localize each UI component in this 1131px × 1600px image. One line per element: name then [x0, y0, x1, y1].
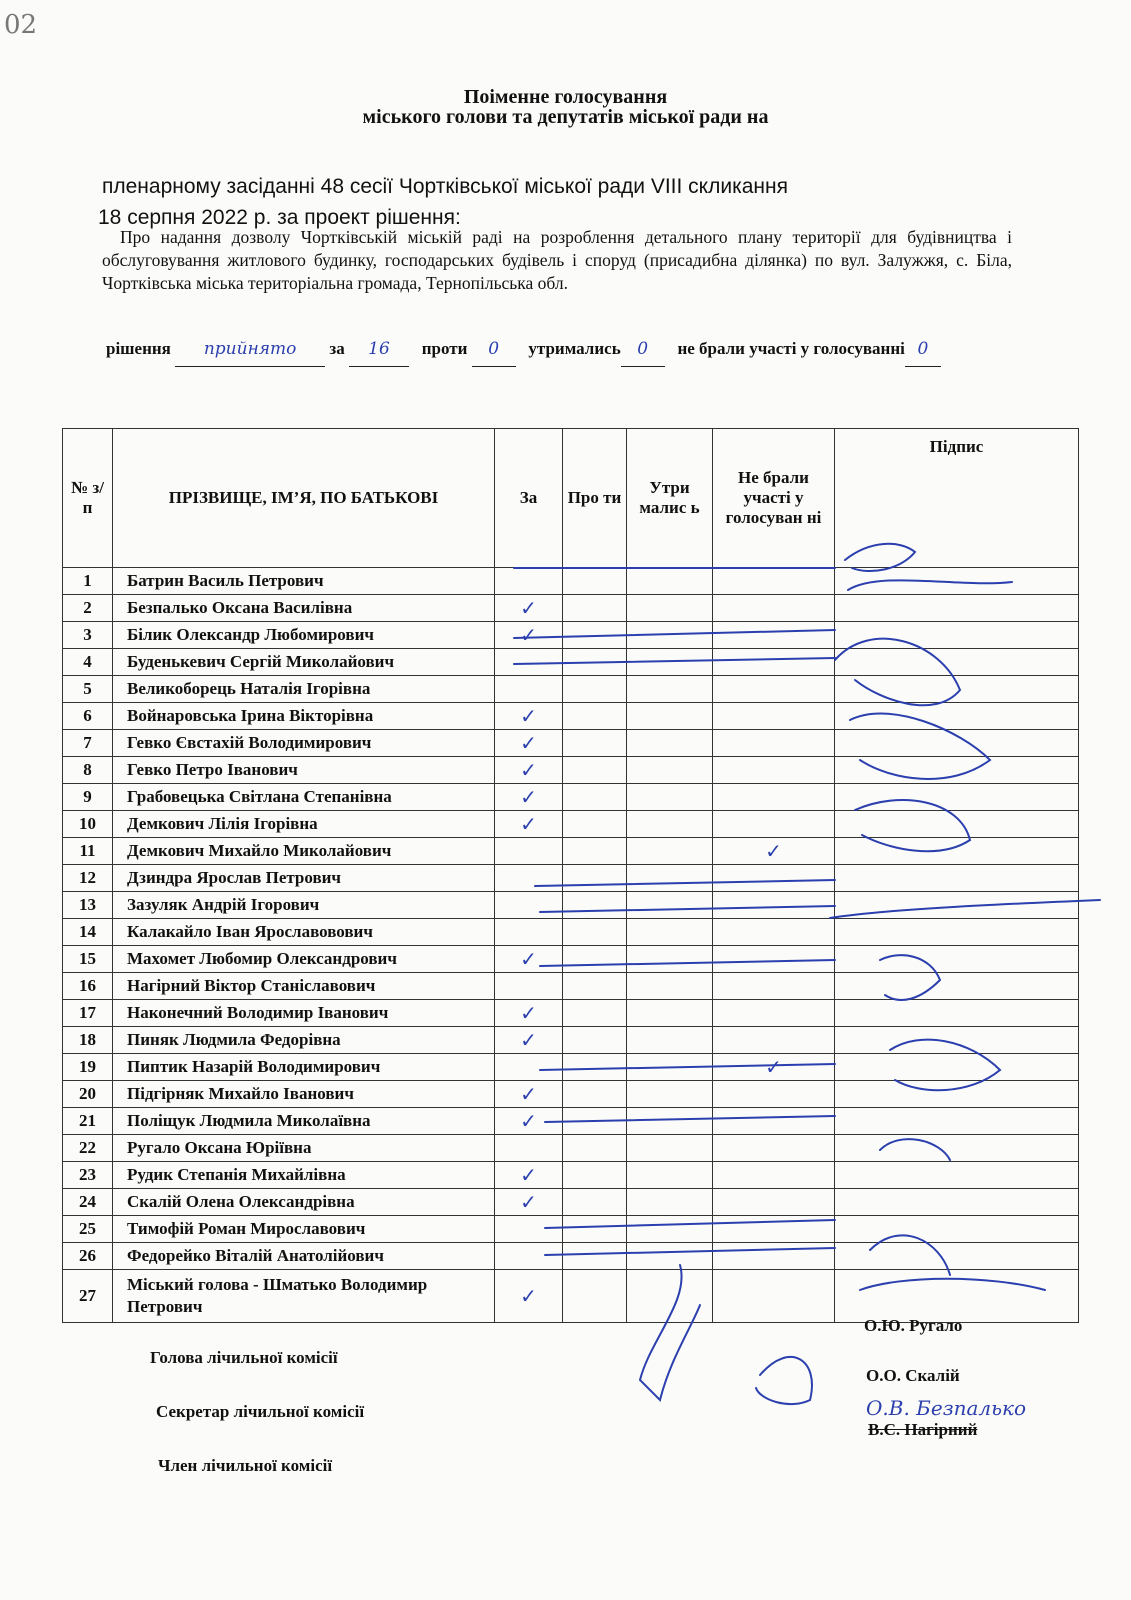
vote-abstain-cell [627, 568, 713, 595]
for-value: 16 [349, 332, 409, 367]
signature-cell [835, 1108, 1079, 1135]
document-title: Поіменне голосування [463, 86, 668, 108]
signature-cell [835, 865, 1079, 892]
deputy-name: Батрин Василь Петрович [113, 568, 495, 595]
deputy-name: Білик Олександр Любомирович [113, 622, 495, 649]
row-number: 27 [63, 1270, 113, 1323]
vote-abstain-cell [627, 946, 713, 973]
vote-abstain-cell [627, 1243, 713, 1270]
table-row [63, 1243, 1079, 1270]
vote-abstain-cell [627, 892, 713, 919]
vote-for-cell [495, 973, 563, 1000]
vote-against-cell [563, 568, 627, 595]
vote-abstain-cell [627, 1027, 713, 1054]
signature-cell [835, 919, 1079, 946]
vote-for-cell: ✓ [495, 946, 563, 973]
abstain-value: 0 [621, 332, 665, 367]
row-number: 26 [63, 1243, 113, 1270]
vote-not-voted-cell [713, 1027, 835, 1054]
vote-not-voted-cell [713, 973, 835, 1000]
deputy-name: Міський голова - Шматько Володимир Петрович [113, 1270, 495, 1323]
table-row [63, 1216, 1079, 1243]
table-row [63, 1189, 1079, 1216]
deputy-name: Зазуляк Андрій Ігорович [113, 892, 495, 919]
header-against: Про ти [563, 429, 627, 568]
vote-for-cell [495, 919, 563, 946]
vote-for-cell: ✓ [495, 1189, 563, 1216]
vote-against-cell [563, 730, 627, 757]
vote-against-cell [563, 838, 627, 865]
vote-result [106, 332, 1016, 367]
vote-abstain-cell [627, 730, 713, 757]
deputy-name: Наконечний Володимир Іванович [113, 1000, 495, 1027]
for-label: за [329, 339, 345, 358]
vote-not-voted-cell [713, 892, 835, 919]
vote-not-voted-cell [713, 1000, 835, 1027]
vote-abstain-cell [627, 757, 713, 784]
signature-cell [835, 811, 1079, 838]
vote-against-cell [563, 595, 627, 622]
member-name: В.С. Нагірний [868, 1420, 978, 1439]
signature-cell [835, 730, 1079, 757]
vote-not-voted-cell [713, 811, 835, 838]
table-row [63, 1054, 1079, 1081]
vote-not-voted-cell [713, 622, 835, 649]
decision-label: рішення [106, 339, 171, 358]
vote-for-cell: ✓ [495, 1162, 563, 1189]
vote-against-cell [563, 757, 627, 784]
vote-for-cell [495, 676, 563, 703]
draft-decision-text [102, 226, 1012, 295]
vote-for-cell [495, 1054, 563, 1081]
vote-against-cell [563, 1135, 627, 1162]
table-row [63, 1135, 1079, 1162]
table-row [63, 568, 1079, 595]
row-number: 17 [63, 1000, 113, 1027]
counting-member-label: Член лічильної комісії [158, 1456, 333, 1475]
vote-not-voted-cell [713, 595, 835, 622]
vote-abstain-cell [627, 973, 713, 1000]
signature-cell [835, 649, 1079, 676]
signature-cell [835, 1027, 1079, 1054]
signature-cell [835, 973, 1079, 1000]
vote-against-cell [563, 865, 627, 892]
table-row [63, 838, 1079, 865]
signature-cell [835, 703, 1079, 730]
vote-for-cell: ✓ [495, 1108, 563, 1135]
deputy-name: Підгірняк Михайло Іванович [113, 1081, 495, 1108]
vote-not-voted-cell [713, 1108, 835, 1135]
table-row [63, 757, 1079, 784]
date-line: 18 серпня 2022 р. за проект рішення: [98, 206, 461, 229]
deputy-name: Войнаровська Ірина Вікторівна [113, 703, 495, 730]
deputy-name: Федорейко Віталій Анатолійович [113, 1243, 495, 1270]
vote-not-voted-cell: ✓ [713, 838, 835, 865]
signature-cell [835, 784, 1079, 811]
signature-cell [835, 1054, 1079, 1081]
deputy-name: Гевко Євстахій Володимирович [113, 730, 495, 757]
vote-not-voted-cell [713, 1162, 835, 1189]
vote-not-voted-cell [713, 676, 835, 703]
deputy-name: Великоборець Наталія Ігорівна [113, 676, 495, 703]
table-row [63, 865, 1079, 892]
table-header-row [63, 429, 1079, 568]
vote-not-voted-cell [713, 703, 835, 730]
row-number: 23 [63, 1162, 113, 1189]
counting-chair-label: Голова лічильної комісії [150, 1348, 338, 1367]
table-row [63, 676, 1079, 703]
vote-not-voted-cell [713, 1270, 835, 1323]
table-row [63, 811, 1079, 838]
vote-against-cell [563, 1243, 627, 1270]
vote-abstain-cell [627, 865, 713, 892]
against-label: проти [421, 339, 468, 358]
row-number: 1 [63, 568, 113, 595]
chair-name: О.Ю. Ругало [864, 1316, 963, 1335]
row-number: 10 [63, 811, 113, 838]
vote-not-voted-cell [713, 1189, 835, 1216]
session-line: пленарному засіданні 48 сесії Чортківської міської ради VIII скликання [102, 175, 788, 198]
vote-against-cell [563, 649, 627, 676]
vote-not-voted-cell [713, 568, 835, 595]
vote-for-cell [495, 865, 563, 892]
vote-for-cell [495, 1243, 563, 1270]
page-corner-mark: 02 [4, 10, 38, 40]
row-number: 9 [63, 784, 113, 811]
member-handwritten-name: О.В. Безпалько [866, 1396, 1027, 1420]
vote-for-cell: ✓ [495, 784, 563, 811]
table-row [63, 973, 1079, 1000]
roll-call-table [62, 428, 1079, 1323]
row-number: 12 [63, 865, 113, 892]
table-row [63, 919, 1079, 946]
signature-cell [835, 892, 1079, 919]
signature-cell [835, 595, 1079, 622]
vote-for-cell: ✓ [495, 703, 563, 730]
vote-against-cell [563, 1162, 627, 1189]
deputy-name: Рудик Степанія Михайлівна [113, 1162, 495, 1189]
not-voted-label: не брали участі у голосуванні [677, 339, 905, 358]
vote-abstain-cell [627, 784, 713, 811]
vote-for-cell: ✓ [495, 1270, 563, 1323]
vote-abstain-cell [627, 1135, 713, 1162]
vote-not-voted-cell [713, 1243, 835, 1270]
table-row [63, 622, 1079, 649]
vote-against-cell [563, 1081, 627, 1108]
vote-abstain-cell [627, 1216, 713, 1243]
header-for: За [495, 429, 563, 568]
vote-for-cell: ✓ [495, 811, 563, 838]
row-number: 2 [63, 595, 113, 622]
vote-abstain-cell [627, 703, 713, 730]
table-row [63, 703, 1079, 730]
vote-abstain-cell [627, 595, 713, 622]
secretary-name: О.О. Скалій [866, 1366, 960, 1385]
table-row [63, 1027, 1079, 1054]
table-row [63, 1162, 1079, 1189]
vote-against-cell [563, 973, 627, 1000]
deputy-name: Дзиндра Ярослав Петрович [113, 865, 495, 892]
row-number: 6 [63, 703, 113, 730]
vote-not-voted-cell [713, 784, 835, 811]
signature-cell [835, 1243, 1079, 1270]
signature-cell [835, 757, 1079, 784]
vote-against-cell [563, 1054, 627, 1081]
table-row [63, 1081, 1079, 1108]
table-row [63, 595, 1079, 622]
row-number: 24 [63, 1189, 113, 1216]
vote-not-voted-cell [713, 946, 835, 973]
deputy-name: Буденькевич Сергій Миколайович [113, 649, 495, 676]
deputy-name: Калакайло Іван Ярославовович [113, 919, 495, 946]
row-number: 16 [63, 973, 113, 1000]
vote-abstain-cell [627, 1108, 713, 1135]
vote-abstain-cell [627, 811, 713, 838]
signature-cell [835, 1270, 1079, 1323]
vote-not-voted-cell [713, 1216, 835, 1243]
counting-secretary-label: Секретар лічильної комісії [156, 1402, 365, 1421]
signature-cell [835, 946, 1079, 973]
vote-abstain-cell [627, 649, 713, 676]
deputy-name: Безпалько Оксана Василівна [113, 595, 495, 622]
vote-abstain-cell [627, 676, 713, 703]
signature-cell [835, 1216, 1079, 1243]
vote-against-cell [563, 784, 627, 811]
vote-against-cell [563, 811, 627, 838]
vote-for-cell: ✓ [495, 1000, 563, 1027]
signature-cell [835, 838, 1079, 865]
deputy-name: Ругало Оксана Юріївна [113, 1135, 495, 1162]
signature-mark [756, 1357, 812, 1404]
deputy-name: Грабовецька Світлана Степанівна [113, 784, 495, 811]
vote-abstain-cell [627, 1162, 713, 1189]
table-row [63, 1000, 1079, 1027]
vote-not-voted-cell [713, 1081, 835, 1108]
vote-abstain-cell [627, 1189, 713, 1216]
row-number: 14 [63, 919, 113, 946]
vote-for-cell [495, 838, 563, 865]
deputy-name: Скалій Олена Олександрівна [113, 1189, 495, 1216]
row-number: 22 [63, 1135, 113, 1162]
deputy-name: Тимофій Роман Мирославович [113, 1216, 495, 1243]
vote-against-cell [563, 892, 627, 919]
table-row [63, 1108, 1079, 1135]
row-number: 13 [63, 892, 113, 919]
signature-cell [835, 1000, 1079, 1027]
vote-abstain-cell [627, 1081, 713, 1108]
vote-for-cell [495, 1135, 563, 1162]
header-num: № з/п [63, 429, 113, 568]
signature-cell [835, 568, 1079, 595]
vote-against-cell [563, 676, 627, 703]
vote-abstain-cell [627, 622, 713, 649]
header-not-voted: Не брали участі у голосуван ні [713, 429, 835, 568]
decision-value: прийнято [175, 332, 325, 367]
deputy-name: Пиняк Людмила Федорівна [113, 1027, 495, 1054]
deputy-name: Нагірний Віктор Станіславович [113, 973, 495, 1000]
vote-not-voted-cell [713, 865, 835, 892]
vote-for-cell [495, 649, 563, 676]
vote-against-cell [563, 1027, 627, 1054]
vote-against-cell [563, 622, 627, 649]
signature-cell [835, 1081, 1079, 1108]
vote-not-voted-cell [713, 757, 835, 784]
vote-against-cell [563, 1000, 627, 1027]
deputy-name: Гевко Петро Іванович [113, 757, 495, 784]
row-number: 8 [63, 757, 113, 784]
vote-for-cell [495, 892, 563, 919]
not-voted-value: 0 [905, 332, 941, 367]
vote-not-voted-cell [713, 1135, 835, 1162]
row-number: 21 [63, 1108, 113, 1135]
vote-abstain-cell [627, 919, 713, 946]
row-number: 18 [63, 1027, 113, 1054]
signature-cell [835, 1162, 1079, 1189]
signature-cell [835, 676, 1079, 703]
document-subtitle: міського голови та депутатів міської ради на [362, 106, 769, 128]
vote-for-cell: ✓ [495, 595, 563, 622]
vote-for-cell [495, 568, 563, 595]
table-row [63, 946, 1079, 973]
row-number: 4 [63, 649, 113, 676]
vote-against-cell [563, 1108, 627, 1135]
vote-for-cell: ✓ [495, 757, 563, 784]
signature-cell [835, 622, 1079, 649]
table-row [63, 1270, 1079, 1323]
deputy-name: Пиптик Назарій Володимирович [113, 1054, 495, 1081]
header-name: ПРІЗВИЩЕ, ІМ’Я, ПО БАТЬКОВІ [113, 429, 495, 568]
abstain-label: утримались [528, 339, 621, 358]
row-number: 11 [63, 838, 113, 865]
table-row [63, 784, 1079, 811]
vote-for-cell: ✓ [495, 730, 563, 757]
vote-abstain-cell [627, 838, 713, 865]
vote-abstain-cell [627, 1054, 713, 1081]
deputy-name: Демкович Лілія Ігорівна [113, 811, 495, 838]
row-number: 7 [63, 730, 113, 757]
vote-not-voted-cell [713, 649, 835, 676]
row-number: 25 [63, 1216, 113, 1243]
deputy-name: Махомет Любомир Олександрович [113, 946, 495, 973]
vote-against-cell [563, 703, 627, 730]
vote-abstain-cell [627, 1000, 713, 1027]
vote-for-cell: ✓ [495, 622, 563, 649]
vote-for-cell [495, 1216, 563, 1243]
vote-against-cell [563, 946, 627, 973]
header-abstain: Утри малис ь [627, 429, 713, 568]
vote-for-cell: ✓ [495, 1027, 563, 1054]
draft-decision-body: Про надання дозволу Чортківській міській раді на розроблення детального плану території для будівництва і обслуговування житлового будинку, господарських будівель і споруд (присадибна ділянка) по вул. Залужжя, с. Біла, Чортківська міська територіальна громада, Тернопільська обл. [102, 227, 1012, 293]
row-number: 5 [63, 676, 113, 703]
vote-not-voted-cell [713, 919, 835, 946]
vote-against-cell [563, 1270, 627, 1323]
table-row [63, 892, 1079, 919]
table-row [63, 649, 1079, 676]
table-row [63, 730, 1079, 757]
header-signature: Підпис [835, 429, 1079, 568]
signature-cell [835, 1189, 1079, 1216]
vote-for-cell: ✓ [495, 1081, 563, 1108]
vote-against-cell [563, 1189, 627, 1216]
signature-cell [835, 1135, 1079, 1162]
row-number: 19 [63, 1054, 113, 1081]
vote-against-cell [563, 919, 627, 946]
vote-not-voted-cell [713, 730, 835, 757]
against-value: 0 [472, 332, 516, 367]
vote-abstain-cell [627, 1270, 713, 1323]
deputy-name: Поліщук Людмила Миколаївна [113, 1108, 495, 1135]
row-number: 3 [63, 622, 113, 649]
vote-not-voted-cell: ✓ [713, 1054, 835, 1081]
vote-against-cell [563, 1216, 627, 1243]
row-number: 20 [63, 1081, 113, 1108]
deputy-name: Демкович Михайло Миколайович [113, 838, 495, 865]
row-number: 15 [63, 946, 113, 973]
